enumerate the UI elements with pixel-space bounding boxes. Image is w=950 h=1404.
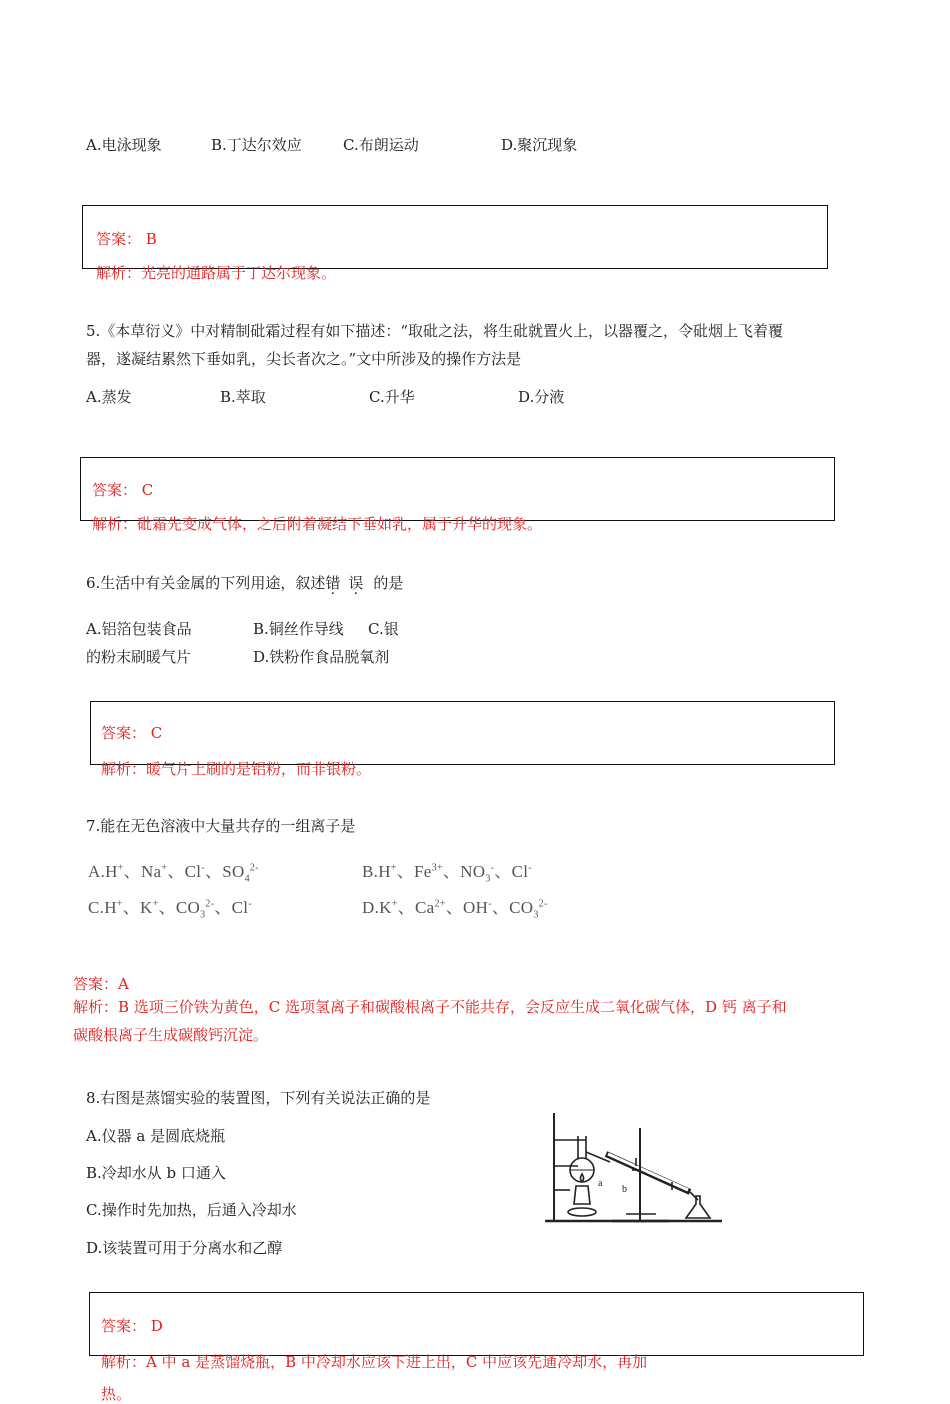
q5-answer-box: [80, 457, 835, 521]
q5-stem-line2: 器，遂凝结累然下垂如乳，尖长者次之。”文中所涉及的操作方法是: [86, 350, 522, 368]
figure-label-b: b: [622, 1184, 627, 1195]
q7-option-d: D.K+、$Ca^{2+}$、OH-、$CO_3^{2-}$: [362, 898, 548, 921]
q4-option-d: D.聚沉现象: [501, 136, 578, 154]
q8-option-d: D.该装置可用于分离水和乙醇: [86, 1239, 283, 1257]
q5-analysis: 解析：砒霜先变成气体，之后附着凝结下垂如乳，属于升华的现象。: [92, 515, 543, 533]
q6-answer-box: [90, 701, 835, 765]
q7-stem: 7.能在无色溶液中大量共存的一组离子是: [86, 817, 356, 835]
q6-option-c: C.银: [368, 620, 399, 638]
q7-option-c: C.H+、K+、$CO_3^{2-}$、Cl-: [88, 898, 252, 921]
q4-analysis: 解析：光亮的通路属于丁达尔现象。: [96, 264, 337, 282]
q4-answer: 答案： B: [96, 230, 157, 248]
q5-option-c: C.升华: [369, 388, 415, 406]
q8-option-b: B.冷却水从 b 口通入: [86, 1164, 226, 1182]
q5-option-d: D.分液: [518, 388, 565, 406]
q8-analysis-line2: 热。: [101, 1385, 132, 1403]
q4-option-c: C.布朗运动: [343, 136, 419, 154]
q4-option-b: B.丁达尔效应: [211, 136, 302, 154]
q6-analysis: 解析：暖气片上刷的是铝粉，而非银粉。: [101, 760, 372, 778]
q8-option-c: C.操作时先加热，后通入冷却水: [86, 1201, 297, 1219]
distillation-apparatus-figure: [540, 1108, 725, 1224]
q5-option-b: B.萃取: [220, 388, 266, 406]
q7-option-b: B.H+、$Fe^{3+}$、$NO_3^-$、Cl-: [362, 862, 532, 885]
q7-answer: 答案：A: [73, 975, 129, 993]
q4-option-a: A.电泳现象: [86, 136, 162, 154]
q5-answer: 答案： C: [92, 481, 154, 499]
figure-label-a: a: [598, 1178, 603, 1189]
q6-option-b: B.铜丝作导线: [253, 620, 344, 638]
q6-option-a: A.铝箔包装食品: [86, 620, 192, 638]
q7-analysis-line1: 解析：B 选项三价铁为黄色，C 选项氢离子和碳酸根离子不能共存，会反应生成二氧化碳气体，D 钙 离子和: [73, 998, 787, 1016]
q6-option-c-cont: 的粉末刷暖气片: [86, 648, 192, 666]
q6-stem: 6.生活中有关金属的下列用途，叙述错 误 的是: [86, 574, 404, 592]
q6-option-d: D.铁粉作食品脱氧剂: [253, 648, 390, 666]
q5-stem-line1: 5.《本草衍义》中对精制砒霜过程有如下描述：“取砒之法，将生砒就置火上，以器覆之，令砒烟上飞着覆: [86, 322, 783, 340]
q8-answer: 答案： D: [101, 1317, 163, 1335]
q6-answer: 答案： C: [101, 724, 163, 742]
q8-stem: 8.右图是蒸馏实验的装置图，下列有关说法正确的是: [86, 1089, 431, 1107]
q7-analysis-line2: 碳酸根离子生成碳酸钙沉淀。: [73, 1026, 269, 1044]
q8-option-a: A.仪器 a 是圆底烧瓶: [86, 1127, 226, 1145]
q8-answer-box: [89, 1292, 864, 1356]
q5-option-a: A.蒸发: [86, 388, 132, 406]
q7-option-a: A.H+、Na+、Cl-、$SO_4^{2-}$: [88, 862, 259, 885]
q8-analysis-line1: 解析：A 中 a 是蒸馏烧瓶，B 中冷却水应该下进上出，C 中应该先通冷却水，再加: [101, 1353, 648, 1371]
q4-answer-box: [82, 205, 828, 269]
